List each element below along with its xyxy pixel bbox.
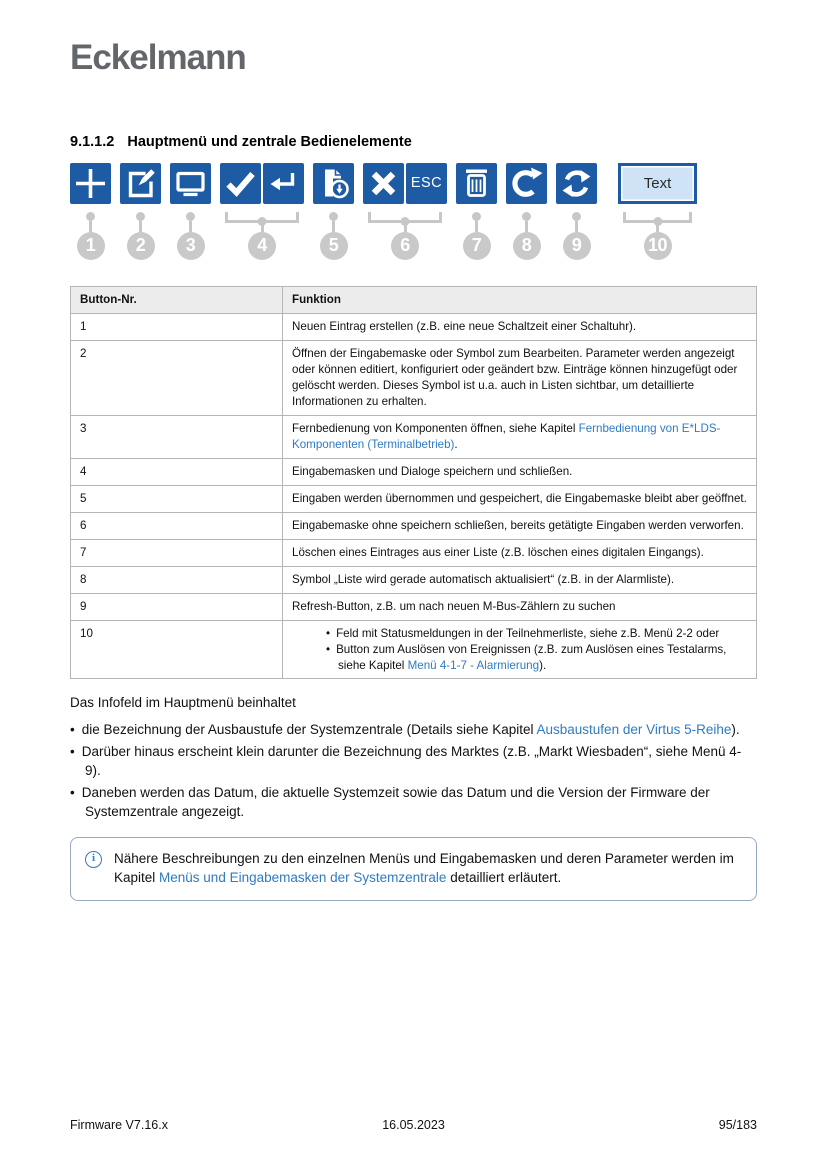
infofeld-section (70, 693, 757, 821)
add-icon (70, 163, 111, 204)
funktion-cell: Löschen eines Eintrages aus einer Liste (z.B. löschen eines digitalen Eingangs). (283, 539, 757, 566)
table-row (71, 485, 757, 512)
funktion-cell: Eingaben werden übernommen und gespeichert, die Eingabemaske bleibt aber geöffnet. (283, 485, 757, 512)
chapter-link[interactable]: Menü 4-1-7 - Alarmierung (407, 658, 540, 672)
marker-number: 9 (563, 232, 591, 260)
apply-save-icon (313, 163, 354, 204)
funktion-bullet-list (292, 626, 747, 674)
page-footer (70, 1118, 757, 1132)
remote-display-icon (170, 163, 211, 204)
button-nr-cell: 1 (71, 313, 283, 340)
marker-number: 6 (391, 232, 419, 260)
button-function-table (70, 286, 757, 680)
button-nr-cell: 6 (71, 512, 283, 539)
number-marker-group (363, 204, 447, 260)
eckelmann-logo: Eckelmann (70, 38, 246, 77)
refresh-icon (556, 163, 597, 204)
toolbar-unit-5 (313, 163, 354, 260)
marker-number: 10 (644, 232, 672, 260)
marker-number: 8 (513, 232, 541, 260)
table-row (71, 566, 757, 593)
marker-number: 3 (177, 232, 205, 260)
close-x-icon (363, 163, 404, 204)
confirm-check-icon (220, 163, 261, 204)
marker-number: 1 (77, 232, 105, 260)
footer-page-number: 95/183 (718, 1118, 757, 1132)
table-row (71, 340, 757, 415)
table-row (71, 512, 757, 539)
button-nr-cell: 2 (71, 340, 283, 415)
table-row (71, 593, 757, 620)
table-row (71, 313, 757, 340)
table-row (71, 620, 757, 679)
toolbar-unit-2 (120, 163, 161, 260)
funktion-cell: Eingabemasken und Dialoge speichern und schließen. (283, 458, 757, 485)
number-marker-group (220, 204, 304, 260)
marker-number: 2 (127, 232, 155, 260)
number-marker (456, 204, 497, 260)
toolbar-unit-9 (556, 163, 597, 260)
table-header-row (71, 286, 757, 313)
auto-update-icon (506, 163, 547, 204)
info-icon: i (85, 851, 102, 868)
table-row (71, 458, 757, 485)
button-nr-cell: 10 (71, 620, 283, 679)
delete-trash-icon (456, 163, 497, 204)
button-nr-cell: 7 (71, 539, 283, 566)
button-nr-cell: 3 (71, 415, 283, 458)
toolbar-illustration (70, 163, 757, 260)
esc-key-icon: ESC (406, 163, 447, 204)
infofeld-lead: Das Infofeld im Hauptmenü beinhaltet (70, 695, 296, 711)
infofeld-bullet: • Daneben werden das Datum, die aktuelle Systemzeit sowie das Datum und die Version der Firmware der Systemzentrale angezeigt. (70, 783, 757, 822)
funktion-bullet: • Button zum Auslösen von Ereignissen (z.B. zum Auslösen eines Testalarms, siehe Kapitel Menü 4-1-7 - Alarmierung). (326, 642, 747, 674)
button-nr-cell: 5 (71, 485, 283, 512)
number-marker (170, 204, 211, 260)
status-text-label: Text (643, 174, 672, 192)
toolbar-unit-4 (220, 163, 304, 260)
info-note-box (70, 837, 757, 901)
funktion-cell: Neuen Eintrag erstellen (z.B. eine neue Schaltzeit einer Schaltuhr). (283, 313, 757, 340)
marker-number: 4 (248, 232, 276, 260)
edit-icon (120, 163, 161, 204)
funktion-cell: Eingabemaske ohne speichern schließen, bereits getätigte Eingaben werden verworfen. (283, 512, 757, 539)
section-title: Hauptmenü und zentrale Bedienelemente (127, 133, 412, 150)
footer-firmware-version: Firmware V7.16.x (70, 1118, 168, 1132)
toolbar-unit-8 (506, 163, 547, 260)
marker-number: 7 (463, 232, 491, 260)
table-row (71, 415, 757, 458)
section-heading (70, 134, 757, 150)
funktion-bullet: • Feld mit Statusmeldungen in der Teilnehmerliste, siehe z.B. Menü 2-2 oder (326, 626, 747, 642)
toolbar-unit-7 (456, 163, 497, 260)
toolbar-unit-3 (170, 163, 211, 260)
funktion-cell (283, 620, 757, 679)
number-marker (70, 204, 111, 260)
button-nr-cell: 4 (71, 458, 283, 485)
chapter-link[interactable]: Menüs und Eingabemasken der Systemzentrale (159, 870, 447, 886)
chapter-link[interactable]: Ausbaustufen der Virtus 5-Reihe (536, 722, 732, 738)
number-marker (313, 204, 354, 260)
infofeld-bullet: • die Bezeichnung der Ausbaustufe der Systemzentrale (Details siehe Kapitel Ausbaustufen der Virtus 5-Reihe). (70, 720, 757, 740)
funktion-cell: Fernbedienung von Komponenten öffnen, siehe Kapitel Fernbedienung von E*LDS-Komponenten (Terminalbetrieb). (283, 415, 757, 458)
column-header-funktion: Funktion (283, 286, 757, 313)
number-marker (120, 204, 161, 260)
infofeld-bullet-list (70, 720, 757, 822)
enter-icon (263, 163, 304, 204)
note-text: Nähere Beschreibungen zu den einzelnen Menüs und Eingabemasken und deren Parameter werden im Kapitel Menüs und Eingabemasken der Systemzentrale detailliert erläutert. (114, 850, 734, 886)
footer-date: 16.05.2023 (382, 1118, 445, 1132)
funktion-cell: Symbol „Liste wird gerade automatisch aktualisiert“ (z.B. in der Alarmliste). (283, 566, 757, 593)
infofeld-bullet: • Darüber hinaus erscheint klein darunter die Bezeichnung des Marktes (z.B. „Markt Wiesbaden“, siehe Menü 4-9). (70, 742, 757, 781)
toolbar-unit-1 (70, 163, 111, 260)
funktion-cell: Öffnen der Eingabemaske oder Symbol zum Bearbeiten. Parameter werden angezeigt oder können editiert, konfiguriert oder geändert bzw. Einträge können hinzugefügt oder gelöscht werden. Dieses Symbol ist u.a. auch in Listen sichtbar, um detaillierte Informationen zu erhalten. (283, 340, 757, 415)
toolbar-unit-6 (363, 163, 447, 260)
number-marker-group (618, 204, 697, 260)
button-nr-cell: 8 (71, 566, 283, 593)
marker-number: 5 (320, 232, 348, 260)
status-text-field (618, 163, 697, 204)
section-number: 9.1.1.2 (70, 133, 115, 150)
toolbar-unit-10 (618, 163, 697, 260)
chapter-link[interactable]: Fernbedienung von E*LDS-Komponenten (Terminalbetrieb) (292, 421, 721, 451)
number-marker (506, 204, 547, 260)
funktion-cell: Refresh-Button, z.B. um nach neuen M-Bus-Zählern zu suchen (283, 593, 757, 620)
number-marker (556, 204, 597, 260)
button-nr-cell: 9 (71, 593, 283, 620)
table-row (71, 539, 757, 566)
column-header-button-nr: Button-Nr. (71, 286, 283, 313)
